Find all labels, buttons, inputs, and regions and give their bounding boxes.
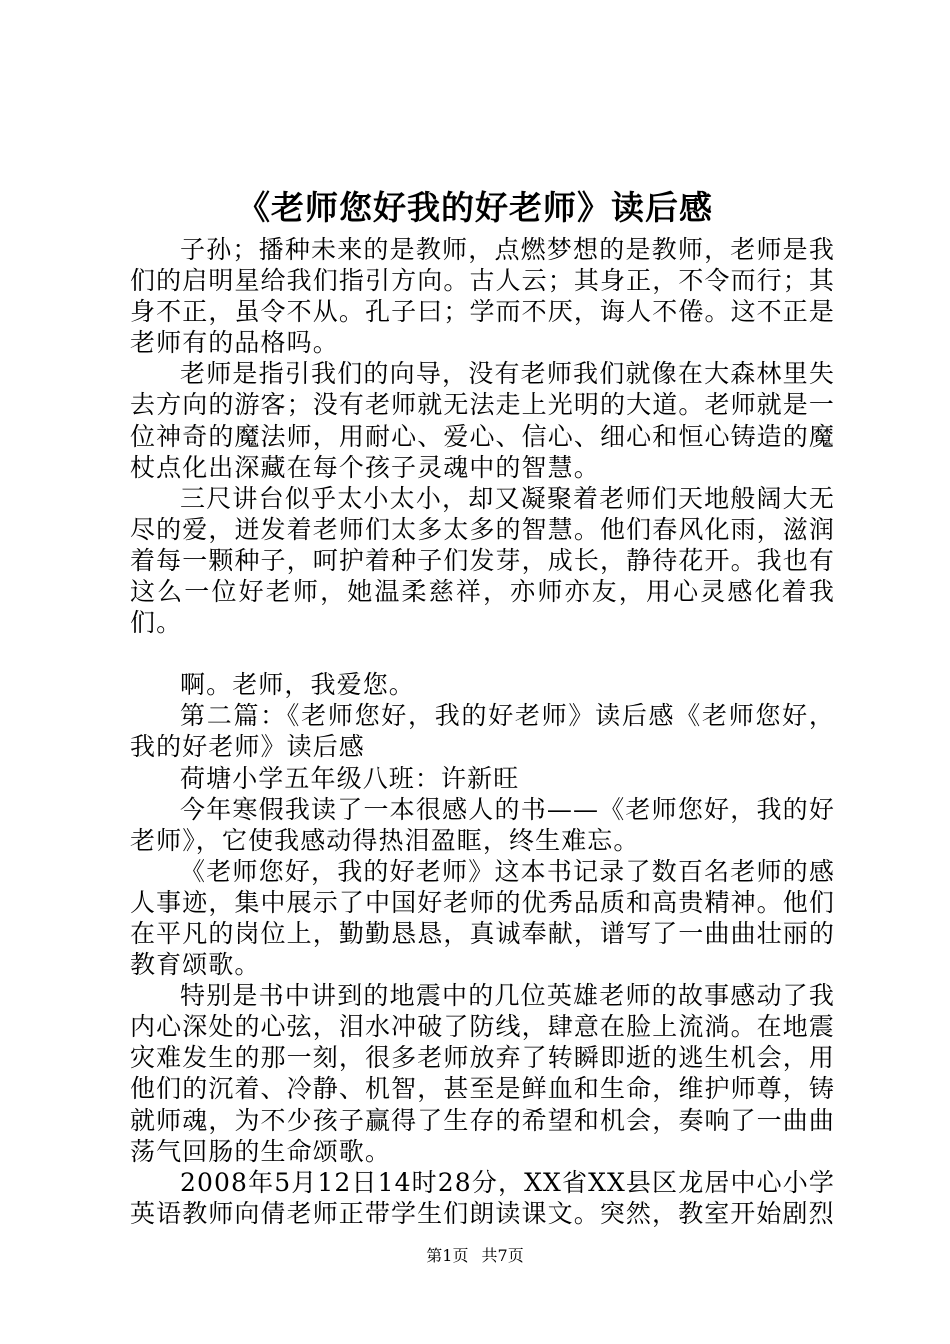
document-title: 《老师您好我的好老师》读后感 <box>237 188 713 227</box>
paragraph-5: 第二篇：《老师您好，我的好老师》读后感《老师您好，我的好老师》读后感 <box>130 701 835 762</box>
page-total: 共7页 <box>481 1246 524 1265</box>
paragraph-6: 荷塘小学五年级八班：许新旺 <box>180 763 520 793</box>
paragraph-9: 特别是书中讲到的地震中的几位英雄老师的故事感动了我内心深处的心弦，泪水冲破了防线，肆意在脸上流淌。在地震灾难发生的那一刻，很多老师放弃了转瞬即逝的逃生机会，用他们的沉着、冷静、机智，甚至是鲜血和生命，维护师尊，铸就师魂，为不少孩子赢得了生存的希望和机会，奏响了一曲曲荡气回肠的生命颂歌。 <box>130 981 835 1166</box>
paragraph-2: 老师是指引我们的向导，没有老师我们就像在大森林里失去方向的游客；没有老师就无法走上光明的大道。老师就是一位神奇的魔法师，用耐心、爱心、信心、细心和恒心铸造的魔杖点化出深藏在每个孩子灵魂中的智慧。 <box>130 359 835 482</box>
document-body <box>130 234 835 1229</box>
paragraph-8: 《老师您好，我的好老师》这本书记录了数百名老师的感人事迹，集中展示了中国好老师的优秀品质和高贵精神。他们在平凡的岗位上，勤勤恳恳，真诚奉献，谱写了一曲曲壮丽的教育颂歌。 <box>130 856 835 980</box>
paragraph-3: 三尺讲台似乎太小太小，却又凝聚着老师们天地般阔大无尽的爱，迸发着老师们太多太多的智慧。他们春风化雨，滋润着每一颗种子，呵护着种子们发芽，成长，静待花开。我也有这么一位好老师，她温柔慈祥，亦师亦友，用心灵感化着我们。 <box>130 483 835 638</box>
page-footer <box>0 1246 950 1266</box>
paragraph-1: 子孙；播种未来的是教师，点燃梦想的是教师，老师是我们的启明星给我们指引方向。古人云；其身正，不令而行；其身不正，虽令不从。孔子曰；学而不厌，诲人不倦。这不正是老师有的品格吗。 <box>130 235 835 358</box>
paragraph-4: 啊。老师，我爱您。 <box>180 670 415 700</box>
paragraph-7: 今年寒假我读了一本很感人的书——《老师您好，我的好老师》，它使我感动得热泪盈眶，终生难忘。 <box>130 794 835 855</box>
paragraph-10: 2008年5月12日14时28分，XX省XX县区龙居中心小学英语教师向倩老师正带学生们朗读课文。突然，教室开始剧烈 <box>130 1167 835 1228</box>
page-number: 第1页 <box>426 1246 469 1265</box>
